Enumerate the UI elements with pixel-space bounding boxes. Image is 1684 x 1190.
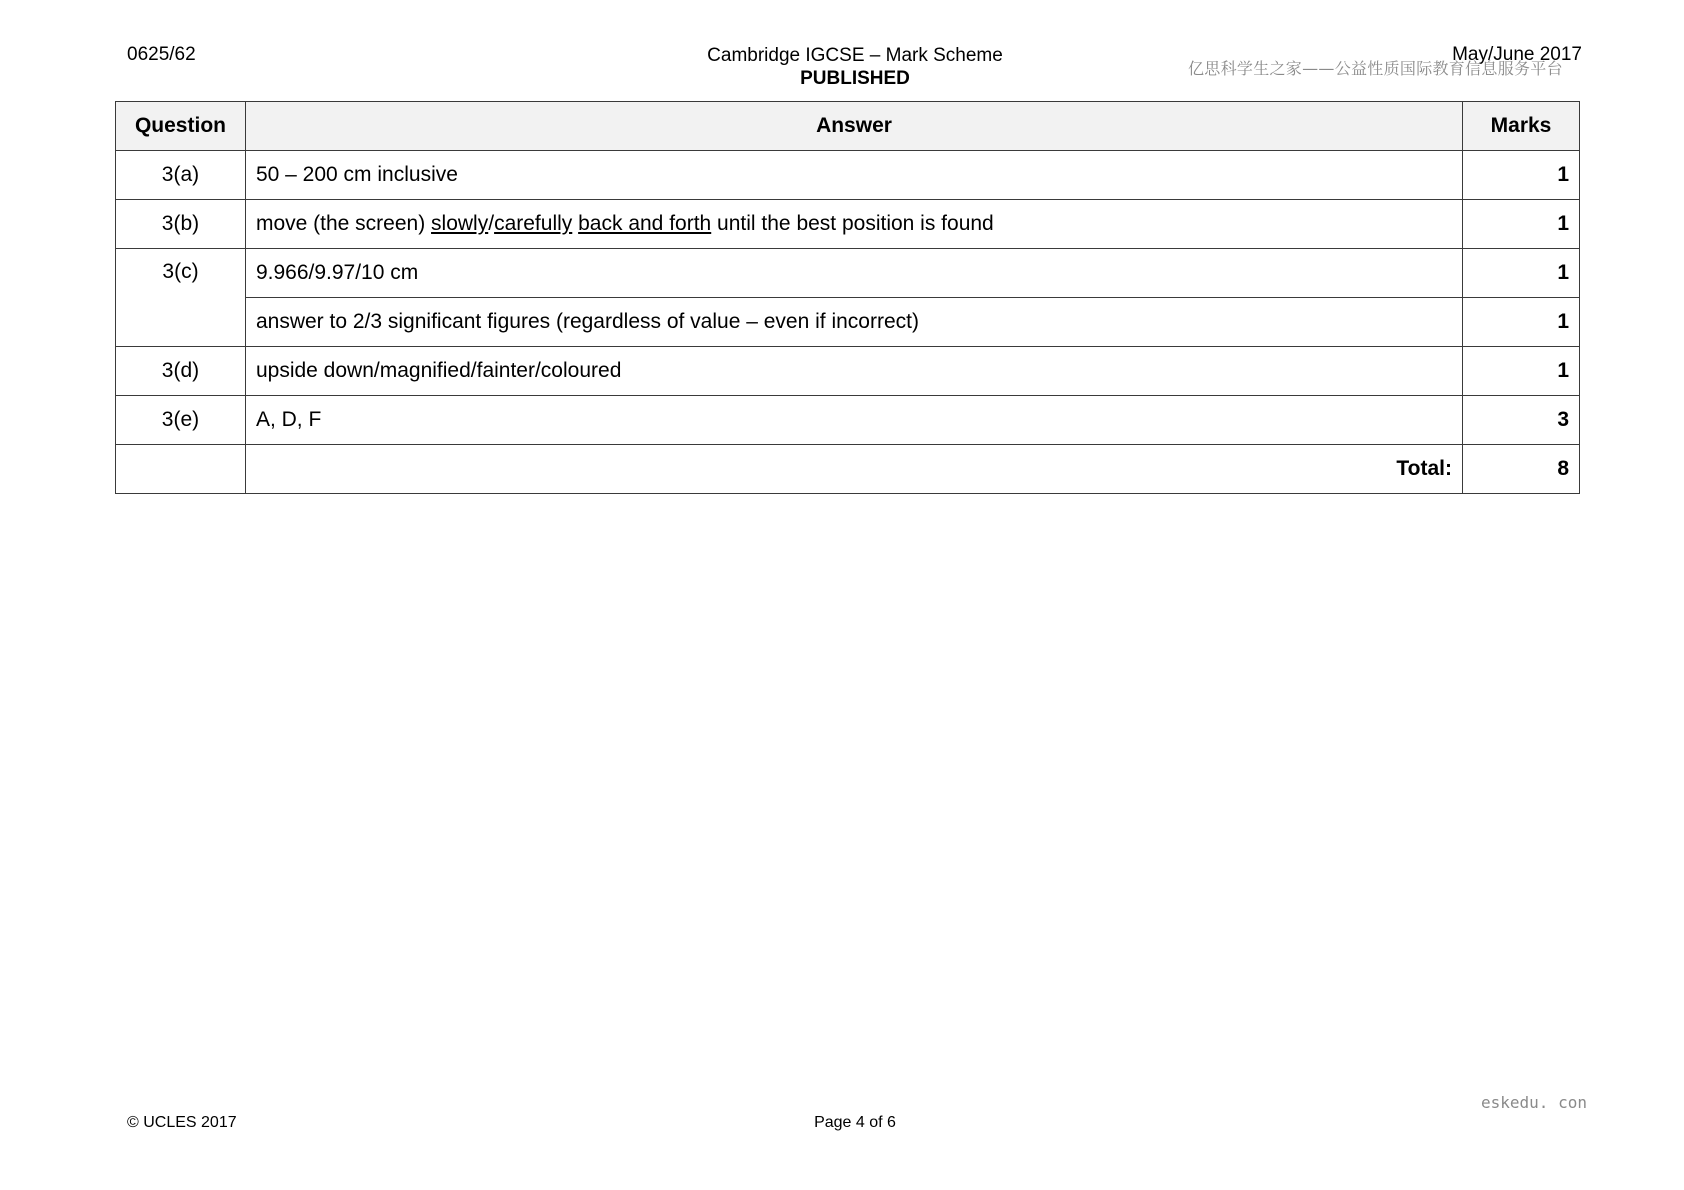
table-row — [116, 396, 1580, 445]
answer-text: move (the screen) — [255, 212, 432, 235]
answer-cell: 50 – 200 cm inclusive — [245, 151, 1462, 200]
marks-cell: 1 — [1463, 347, 1580, 396]
answer-cell: A, D, F — [245, 396, 1462, 445]
watermark-top: 亿思科学生之家——公益性质国际教育信息服务平台 — [1188, 59, 1563, 78]
answer-cell — [245, 200, 1462, 249]
paper-code: 0625/62 — [127, 44, 196, 65]
published-label: PUBLISHED — [800, 68, 910, 89]
underlined-keyword: carefully — [494, 212, 573, 235]
answer-text: / — [488, 212, 495, 235]
mark-scheme-table — [115, 101, 1580, 494]
answer-cell: answer to 2/3 significant figures (regardless of value – even if incorrect) — [245, 298, 1462, 347]
answer-column-header: Answer — [245, 102, 1462, 151]
document-title: Cambridge IGCSE – Mark Scheme — [707, 45, 1003, 66]
table-row — [116, 347, 1580, 396]
question-cell: 3(c) — [116, 249, 246, 347]
marks-column-header: Marks — [1463, 102, 1580, 151]
answer-cell: 9.966/9.97/10 cm — [245, 249, 1462, 298]
empty-question-cell — [116, 445, 246, 494]
table-row — [116, 249, 1580, 298]
question-column-header: Question — [116, 102, 246, 151]
exam-session: May/June 2017 — [1452, 44, 1582, 65]
marks-cell: 1 — [1463, 249, 1580, 298]
marks-cell: 1 — [1463, 298, 1580, 347]
answer-text: until the best position is found — [711, 212, 994, 235]
page-number: Page 4 of 6 — [814, 1114, 896, 1131]
total-label: Total: — [245, 445, 1462, 494]
marks-cell: 3 — [1463, 396, 1580, 445]
marks-cell: 1 — [1463, 151, 1580, 200]
total-marks: 8 — [1463, 445, 1580, 494]
table-row — [116, 298, 1580, 347]
answer-cell: upside down/magnified/fainter/coloured — [245, 347, 1462, 396]
total-row — [116, 445, 1580, 494]
underlined-keyword: back and forth — [578, 212, 712, 235]
watermark-bottom: eskedu. con — [1481, 1093, 1587, 1112]
marks-cell: 1 — [1463, 200, 1580, 249]
question-cell: 3(e) — [116, 396, 246, 445]
table-header-row — [116, 102, 1580, 151]
table-row — [116, 200, 1580, 249]
table-row — [116, 151, 1580, 200]
question-cell: 3(b) — [116, 200, 246, 249]
question-cell: 3(d) — [116, 347, 246, 396]
question-cell: 3(a) — [116, 151, 246, 200]
underlined-keyword: slowly — [431, 212, 489, 235]
copyright: © UCLES 2017 — [127, 1114, 237, 1131]
